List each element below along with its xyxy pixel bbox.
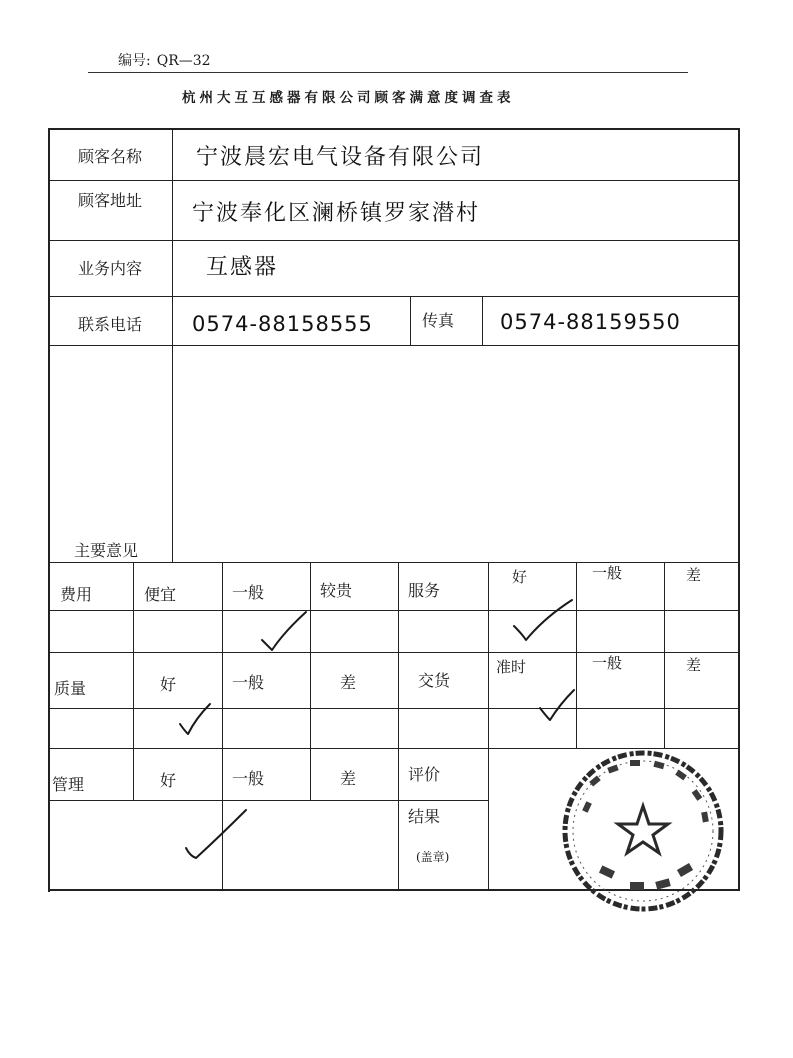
check-icon-service-good — [514, 600, 572, 640]
cost-option-expensive: 较贵 — [320, 581, 353, 600]
fax-label: 传真 — [422, 311, 455, 330]
quality-option-poor: 差 — [340, 673, 357, 692]
customer-address-label: 顾客地址 — [78, 191, 143, 210]
cost-option-average: 一般 — [232, 583, 265, 602]
stamp-note: (盖章) — [416, 850, 450, 864]
check-icon-management-good — [186, 810, 246, 858]
quality-option-good: 好 — [160, 675, 177, 694]
evaluation-label: 评价 — [408, 765, 441, 784]
service-option-poor: 差 — [686, 566, 702, 584]
fax-value: 0574-88159550 — [500, 310, 681, 334]
business-value: 互感器 — [206, 255, 279, 280]
quality-label: 质量 — [54, 679, 87, 698]
management-option-good: 好 — [160, 771, 177, 790]
delivery-label: 交货 — [418, 671, 451, 690]
management-option-poor: 差 — [340, 769, 357, 788]
form-number-label: 编号: — [118, 53, 151, 69]
phone-label: 联系电话 — [78, 315, 143, 334]
customer-address-value: 宁波奉化区澜桥镇罗家潜村 — [192, 201, 481, 226]
form-title: 杭州大互互感器有限公司顾客满意度调查表 — [182, 90, 515, 106]
result-label: 结果 — [408, 807, 441, 826]
customer-name-label: 顾客名称 — [78, 147, 143, 166]
phone-value: 0574-88158555 — [192, 312, 373, 336]
service-label: 服务 — [408, 581, 441, 600]
cost-option-cheap: 便宜 — [144, 585, 177, 604]
delivery-option-average: 一般 — [592, 654, 623, 672]
check-icon-delivery-ontime — [540, 690, 574, 720]
customer-name-value: 宁波晨宏电气设备有限公司 — [196, 145, 485, 170]
management-label: 管理 — [52, 775, 85, 794]
business-label: 业务内容 — [78, 259, 143, 278]
check-icon-cost-average — [262, 612, 306, 650]
check-icon-quality-good — [180, 704, 210, 734]
quality-option-average: 一般 — [232, 673, 265, 692]
management-option-average: 一般 — [232, 769, 265, 788]
delivery-option-poor: 差 — [686, 656, 702, 674]
service-option-good: 好 — [512, 568, 528, 586]
service-option-average: 一般 — [592, 564, 623, 582]
company-seal — [560, 748, 726, 914]
form-number-value: QR—32 — [156, 53, 211, 69]
cost-label: 费用 — [60, 585, 93, 604]
delivery-option-ontime: 准时 — [496, 658, 527, 676]
main-opinion-label: 主要意见 — [74, 541, 139, 560]
